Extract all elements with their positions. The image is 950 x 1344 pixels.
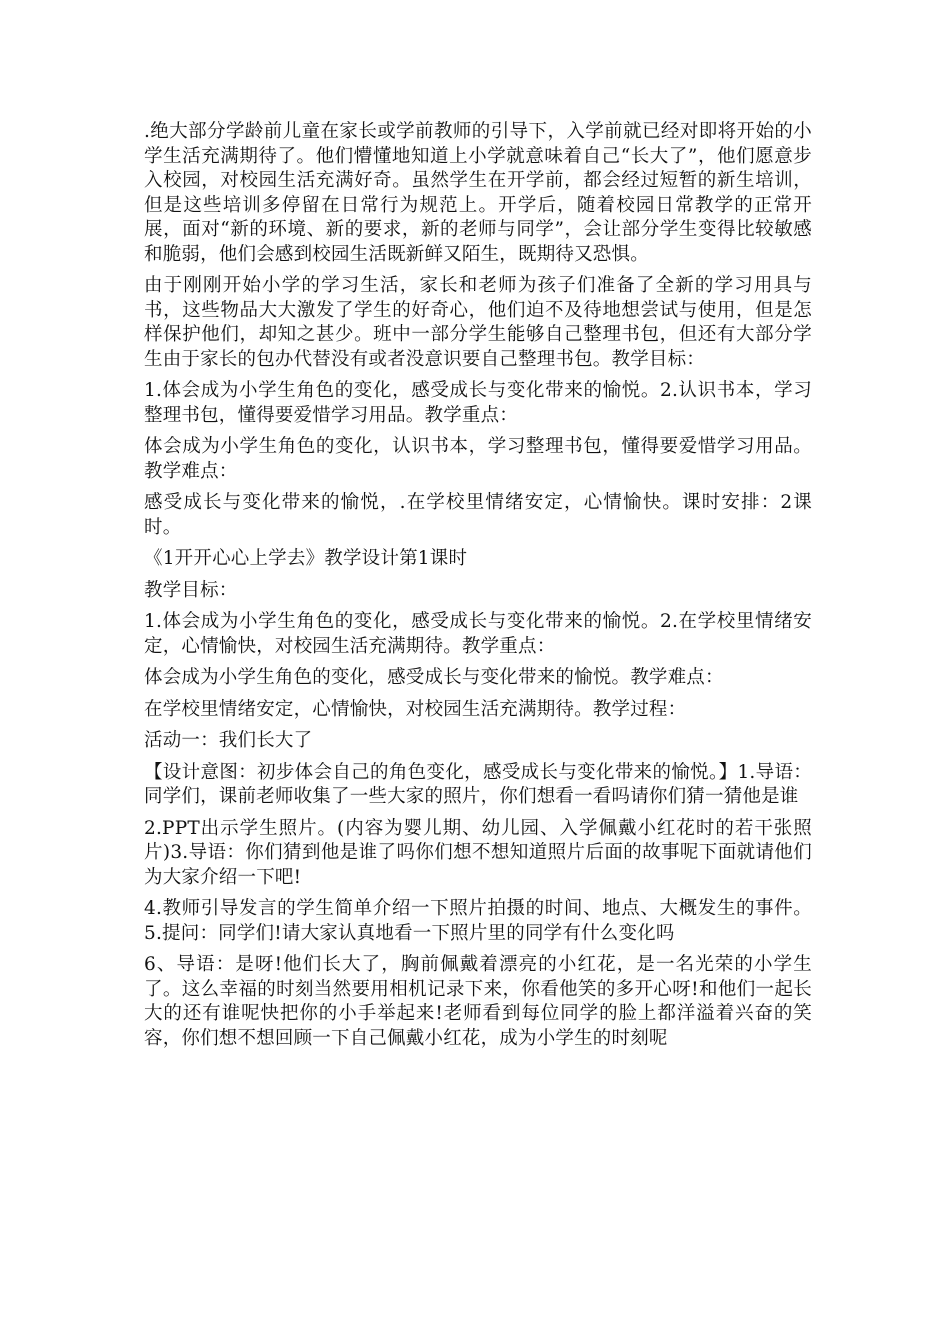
paragraph-red-flower: 6、导语：是呀!他们长大了，胸前佩戴着漂亮的小红花，是一名光荣的小学生了。这么幸福的时刻当然要用相机记录下来，你看他笑的多开心呀!和他们一起长大的还有谁呢快把你的小手举起来!老师看到每位同学的脸上都洋溢着兴奋的笑容，你们想不想回顾一下自己佩戴小红花，成为小学生的时刻呢 [144,954,812,1049]
paragraph-intro: .绝大部分学龄前儿童在家长或学前教师的引导下，入学前就已经对即将开始的小学生活充满期待了。他们懵懂地知道上小学就意味着自己“长大了”，他们愿意步入校园，对校园生活充满好奇。虽然学生在开学前，都会经过短暂的新生培训，但是这些培训多停留在日常行为规范上。开学后，随着校园日常教学的正常开展，面对“新的环境、新的要求，新的老师与同学”，会让部分学生变得比较敏感和脆弱，他们会感到校园生活既新鲜又陌生，既期待又恐惧。 [144,121,812,265]
paragraph-difficulties: 感受成长与变化带来的愉悦，.在学校里情绪安定，心情愉快。课时安排：2课时。 [144,492,812,538]
paragraph-lesson-difficulties: 在学校里情绪安定，心情愉快，对校园生活充满期待。教学过程： [144,698,687,720]
paragraph-objectives: 1.体会成为小学生角色的变化，感受成长与变化带来的愉悦。2.认识书本，学习整理书包，懂得要爱惜学习用品。教学重点： [144,380,812,426]
paragraph-key-points: 体会成为小学生角色的变化，认识书本，学习整理书包，懂得要爱惜学习用品。教学难点： [144,436,812,482]
paragraph-design-intent: 【设计意图：初步体会自己的角色变化，感受成长与变化带来的愉悦。】1.导语：同学们，课前老师收集了一些大家的照片，你们想看一看吗请你们猜一猜他是谁 [144,761,812,807]
paragraph-activity-one: 活动一：我们长大了 [144,730,313,751]
paragraph-teacher-guide: 4.教师引导发言的学生简单介绍一下照片拍摄的时间、地点、大概发生的事件。5.提问：同学们!请大家认真地看一下照片里的同学有什么变化吗 [144,898,812,944]
paragraph-lesson-title: 《1开开心心上学去》教学设计第1课时 [144,548,468,569]
paragraph-objectives-heading: 教学目标： [144,579,238,601]
paragraph-lesson-objectives: 1.体会成为小学生角色的变化，感受成长与变化带来的愉悦。2.在学校里情绪安定，心情愉快，对校园生活充满期待。教学重点： [144,611,812,657]
document-body [144,120,812,1058]
paragraph-school-supplies: 由于刚刚开始小学的学习生活，家长和老师为孩子们准备了全新的学习用具与书，这些物品大大激发了学生的好奇心，他们迫不及待地想尝试与使用，但是怎样保护他们，却知之甚少。班中一部分学生能够自己整理书包，但还有大部分学生由于家长的包办代替没有或者没意识要自己整理书包。教学目标： [144,275,812,370]
paragraph-ppt-photos: 2.PPT出示学生照片。(内容为婴儿期、幼儿园、入学佩戴小红花时的若干张照片)3.导语：你们猜到他是谁了吗你们想不想知道照片后面的故事呢下面就请他们为大家介绍一下吧! [144,817,812,888]
paragraph-lesson-key-points: 体会成为小学生角色的变化，感受成长与变化带来的愉悦。教学难点： [144,667,724,688]
